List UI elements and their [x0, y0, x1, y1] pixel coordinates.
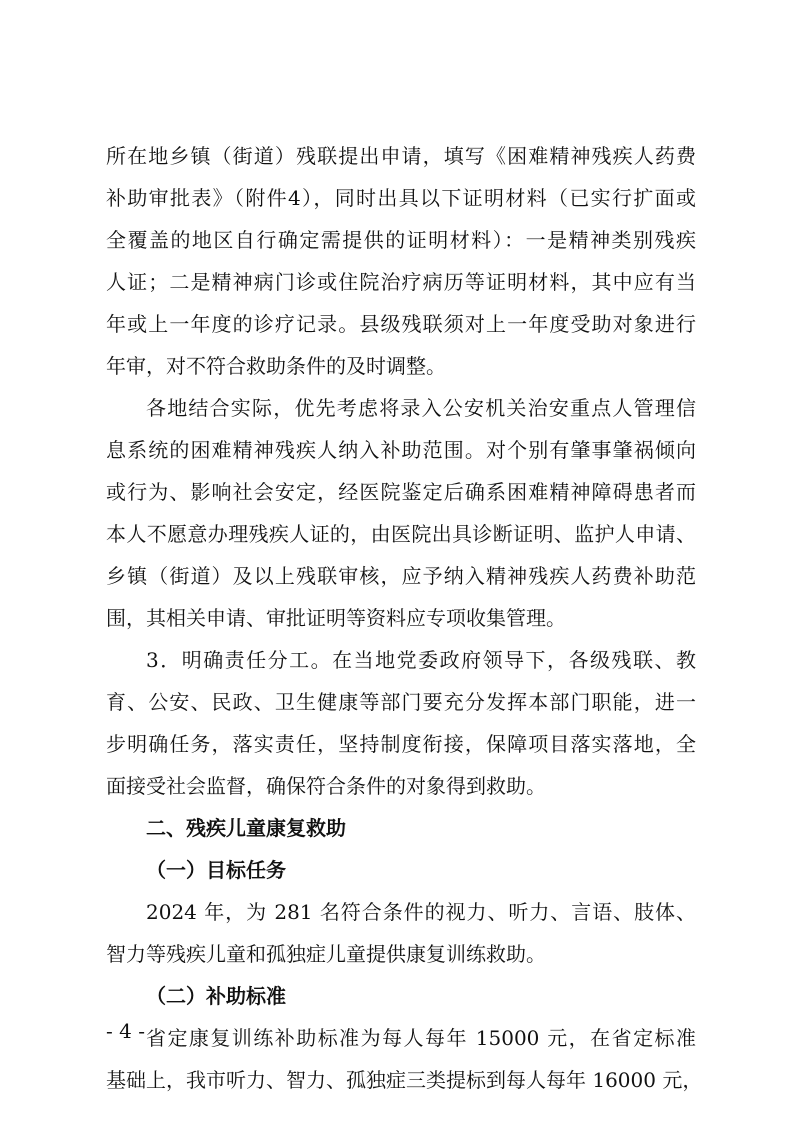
subsection-heading: （一）目标任务 — [146, 858, 286, 882]
paragraph-line: 年或上一年度的诊疗记录。县级残联须对上一年度受助对象进行 — [106, 312, 696, 336]
paragraph-line: 人证；二是精神病门诊或住院治疗病历等证明材料，其中应有当 — [106, 270, 696, 294]
paragraph-line: 年审，对不符合救助条件的及时调整。 — [106, 354, 446, 378]
paragraph-line: 面接受社会监督，确保符合条件的对象得到救助。 — [106, 774, 546, 798]
paragraph-line: 息系统的困难精神残疾人纳入补助范围。对个别有肇事肇祸倾向 — [106, 438, 696, 462]
paragraph-line: 智力等残疾儿童和孤独症儿童提供康复训练救助。 — [106, 942, 546, 966]
subsection-heading: （二）补助标准 — [146, 984, 286, 1008]
paragraph-first-line: 2024 年，为 281 名符合条件的视力、听力、言语、肢体、 — [146, 900, 696, 924]
paragraph-line: 或行为、影响社会安定，经医院鉴定后确系困难精神障碍患者而 — [106, 480, 696, 504]
paragraph-line: 补助审批表》（附件4），同时出具以下证明材料（已实行扩面或 — [106, 186, 696, 210]
paragraph-first-line: 省定康复训练补助标准为每人每年 15000 元，在省定标准 — [146, 1026, 696, 1050]
paragraph-line: 围，其相关申请、审批证明等资料应专项收集管理。 — [106, 606, 566, 630]
paragraph-line: 育、公安、民政、卫生健康等部门要充分发挥本部门职能，进一 — [106, 690, 696, 714]
page-number: - 4 - — [106, 1019, 145, 1043]
paragraph-line: 本人不愿意办理残疾人证的，由医院出具诊断证明、监护人申请、 — [106, 522, 696, 546]
paragraph-line: 全覆盖的地区自行确定需提供的证明材料）：一是精神类别残疾 — [106, 228, 696, 252]
paragraph-first-line: 3．明确责任分工。在当地党委政府领导下，各级残联、教 — [146, 648, 696, 672]
section-heading: 二、残疾儿童康复救助 — [146, 816, 346, 840]
paragraph-line: 所在地乡镇（街道）残联提出申请，填写《困难精神残疾人药费 — [106, 144, 696, 168]
paragraph-line: 基础上，我市听力、智力、孤独症三类提标到每人每年 16000 元， — [106, 1068, 703, 1092]
paragraph-first-line: 各地结合实际，优先考虑将录入公安机关治安重点人管理信 — [146, 396, 696, 420]
paragraph-line: 乡镇（街道）及以上残联审核，应予纳入精神残疾人药费补助范 — [106, 564, 696, 588]
paragraph-line: 步明确任务，落实责任，坚持制度衔接，保障项目落实落地，全 — [106, 732, 696, 756]
